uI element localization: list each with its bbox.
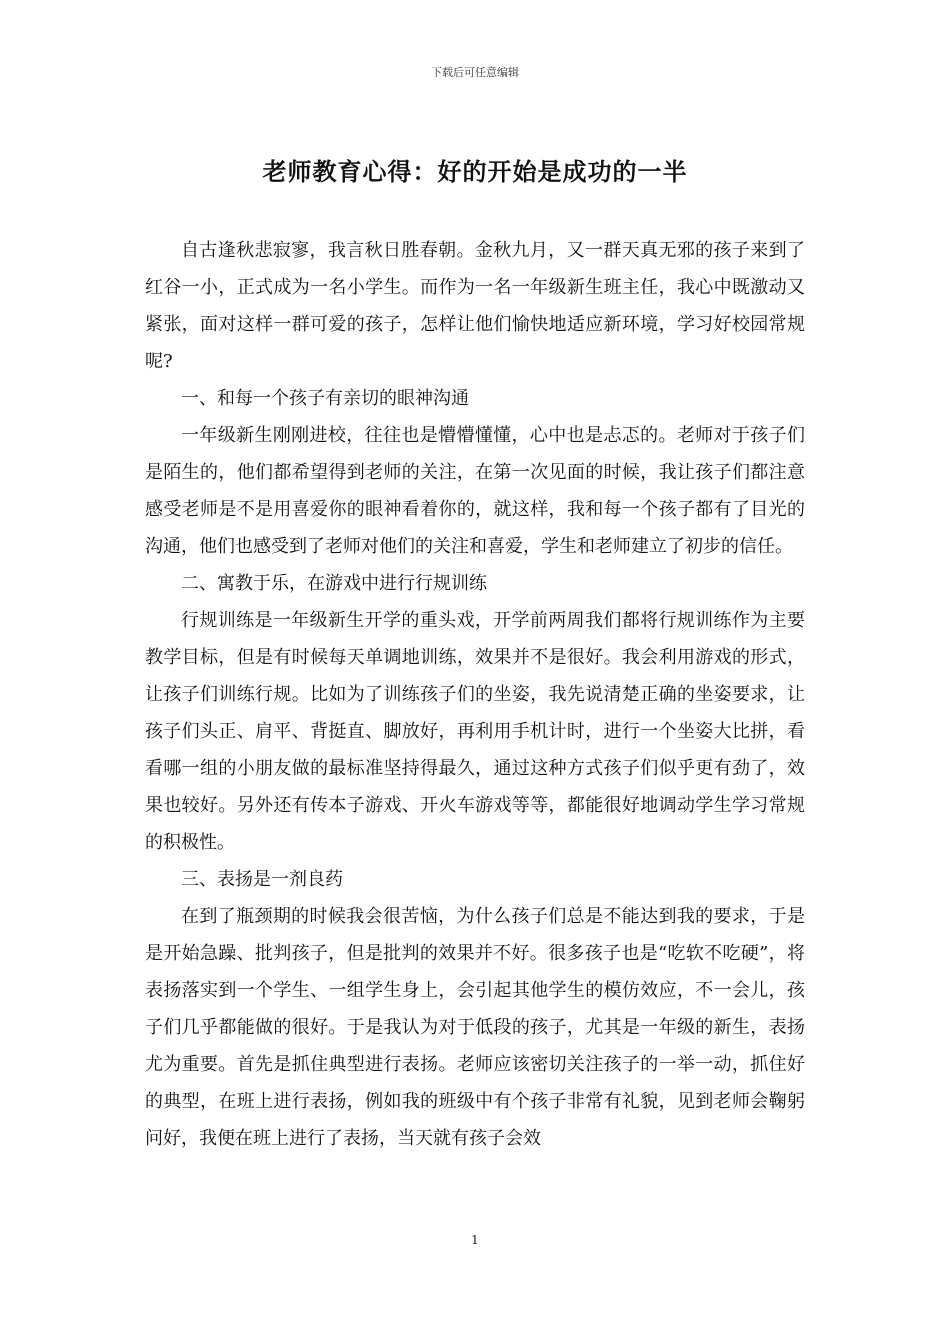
paragraph-section-3: 在到了瓶颈期的时候我会很苦恼，为什么孩子们总是不能达到我的要求，于是是开始急躁、批判孩子，但是批判的效果并不好。很多孩子也是“吃软不吃硬”，将表扬落实到一个学生、一组学生身上，会引起其他学生的模仿效应，不一会儿，孩子们几乎都能做的很好。于是我认为对于低段的孩子，尤其是一年级的新生，表扬尤为重要。首先是抓住典型进行表扬。老师应该密切关注孩子的一举一动，抓住好的典型，在班上进行表扬，例如我的班级中有个孩子非常有礼貌，见到老师会鞠躬问好，我便在班上进行了表扬，当天就有孩子会效 (145, 906, 805, 1149)
section-heading-2: 二、寓教于乐，在游戏中进行行规训练 (181, 573, 487, 594)
page-number: 1 (471, 1233, 479, 1247)
section-heading-3: 三、表扬是一剂良药 (181, 869, 343, 890)
paragraph-section-2: 行规训练是一年级新生开学的重头戏，开学前两周我们都将行规训练作为主要教学目标，但是有时候每天单调地训练，效果并不是很好。我会利用游戏的形式，让孩子们训练行规。比如为了训练孩子们的坐姿，我先说清楚正确的坐姿要求，让孩子们头正、肩平、背挺直、脚放好，再利用手机计时，进行一个坐姿大比拼，看看哪一组的小朋友做的最标准坚持得最久，通过这种方式孩子们似乎更有劲了，效果也较好。另外还有传本子游戏、开火车游戏等等，都能很好地调动学生学习常规的积极性。 (145, 610, 805, 853)
document-body (145, 232, 805, 1157)
section-heading-1: 一、和每一个孩子有亲切的眼神沟通 (181, 388, 469, 409)
paragraph-section-1: 一年级新生刚刚进校，往往也是懵懵懂懂，心中也是忐忑的。老师对于孩子们是陌生的，他们都希望得到老师的关注，在第一次见面的时候，我让孩子们都注意感受老师是不是用喜爱你的眼神看着你的，就这样，我和每一个孩子都有了目光的沟通，他们也感受到了老师对他们的关注和喜爱，学生和老师建立了初步的信任。 (145, 425, 805, 557)
document-title: 老师教育心得：好的开始是成功的一半 (262, 157, 688, 186)
header-note: 下载后可任意编辑 (431, 66, 519, 79)
paragraph-intro: 自古逢秋悲寂寥，我言秋日胜春朝。金秋九月，又一群天真无邪的孩子来到了红谷一小，正式成为一名小学生。而作为一名一年级新生班主任，我心中既激动又紧张，面对这样一群可爱的孩子，怎样让他们愉快地适应新环境，学习好校园常规呢? (145, 240, 805, 372)
